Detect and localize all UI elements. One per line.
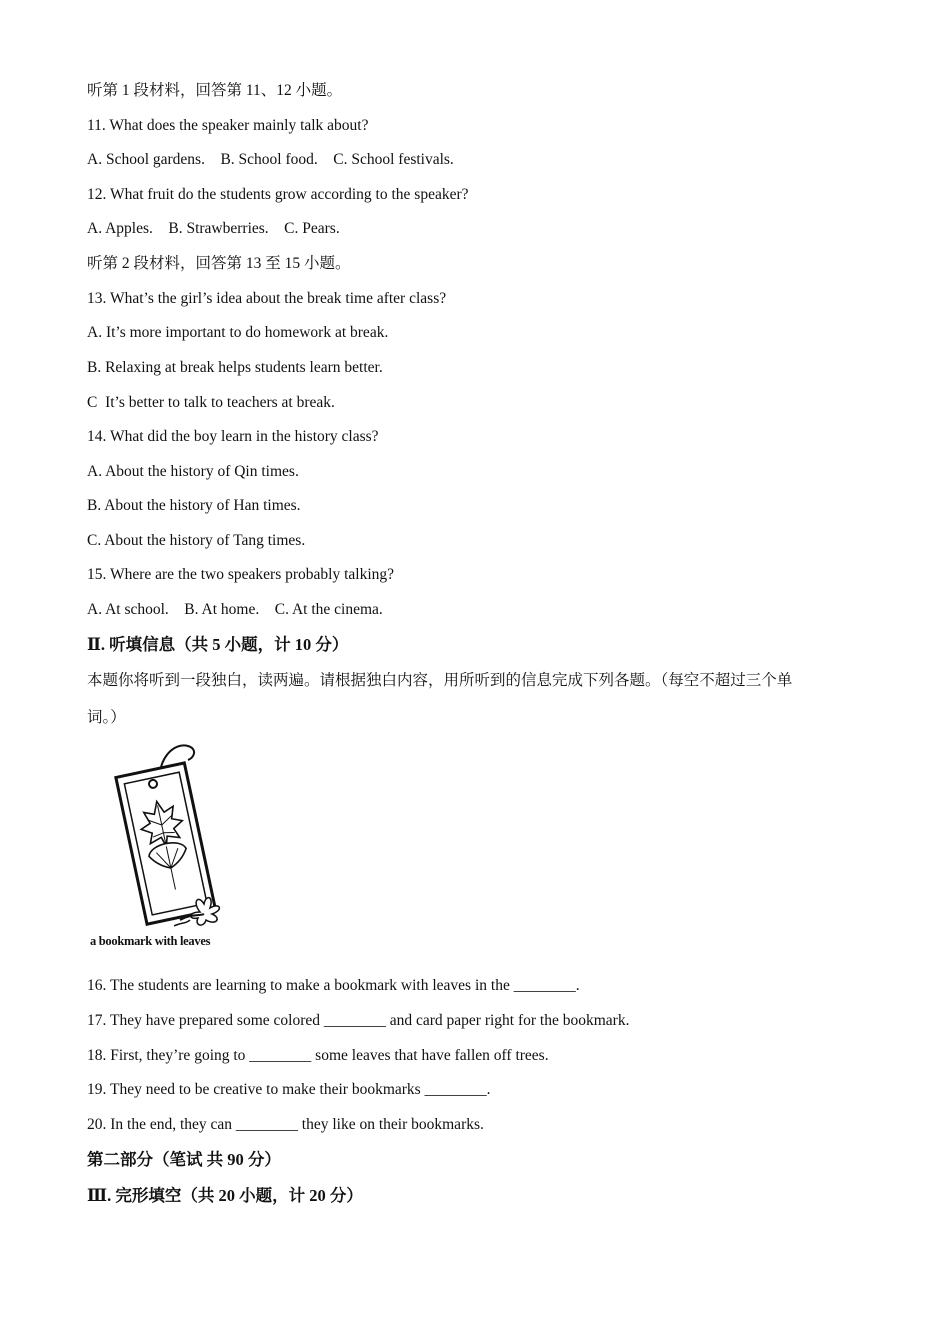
question-14: 14. What did the boy learn in the history class? xyxy=(87,428,379,445)
section-2-heading: Ⅱ. 听填信息（共 5 小题，计 10 分） xyxy=(87,635,349,654)
section-2-instructions-line-1: 本题你将听到一段独白，读两遍。请根据独白内容，用所听到的信息完成下列各题。（每空不超过三个单 xyxy=(87,672,793,689)
section-2-instructions-line-2: 词。） xyxy=(87,709,126,726)
question-20: 20. In the end, they can ________ they like on their bookmarks. xyxy=(87,1116,484,1133)
part-2-heading: 第二部分（笔试 共 90 分） xyxy=(87,1150,281,1169)
question-19: 19. They need to be creative to make their bookmarks ________. xyxy=(87,1081,491,1098)
question-15-options: A. At school. B. At home. C. At the cinema. xyxy=(87,601,383,618)
question-11-options: A. School gardens. B. School food. C. School festivals. xyxy=(87,151,454,168)
question-14-option-b: B. About the history of Han times. xyxy=(87,497,301,514)
question-13-option-b: B. Relaxing at break helps students learn better. xyxy=(87,359,383,376)
question-11: 11. What does the speaker mainly talk about? xyxy=(87,117,369,134)
illustration-caption: a bookmark with leaves xyxy=(90,934,211,948)
question-12-options: A. Apples. B. Strawberries. C. Pears. xyxy=(87,220,340,237)
listening-intro-1: 听第 1 段材料，回答第 11、12 小题。 xyxy=(87,82,343,99)
question-15: 15. Where are the two speakers probably talking? xyxy=(87,566,395,583)
question-13: 13. What’s the girl’s idea about the break time after class? xyxy=(87,290,447,307)
question-13-option-c: C It’s better to talk to teachers at break. xyxy=(87,394,335,411)
question-12: 12. What fruit do the students grow according to the speaker? xyxy=(87,186,469,203)
question-14-option-c: C. About the history of Tang times. xyxy=(87,532,306,549)
section-3-heading: Ⅲ. 完形填空（共 20 小题，计 20 分） xyxy=(87,1186,363,1205)
question-16: 16. The students are learning to make a bookmark with leaves in the ________. xyxy=(87,977,580,994)
question-18: 18. First, they’re going to ________ some leaves that have fallen off trees. xyxy=(87,1047,549,1064)
listening-intro-2: 听第 2 段材料，回答第 13 至 15 小题。 xyxy=(87,255,351,272)
question-13-option-a: A. It’s more important to do homework at break. xyxy=(87,324,389,341)
bookmark-leaves-illustration xyxy=(88,740,238,955)
question-14-option-a: A. About the history of Qin times. xyxy=(87,463,299,480)
question-17: 17. They have prepared some colored ________ and card paper right for the bookmark. xyxy=(87,1012,630,1029)
